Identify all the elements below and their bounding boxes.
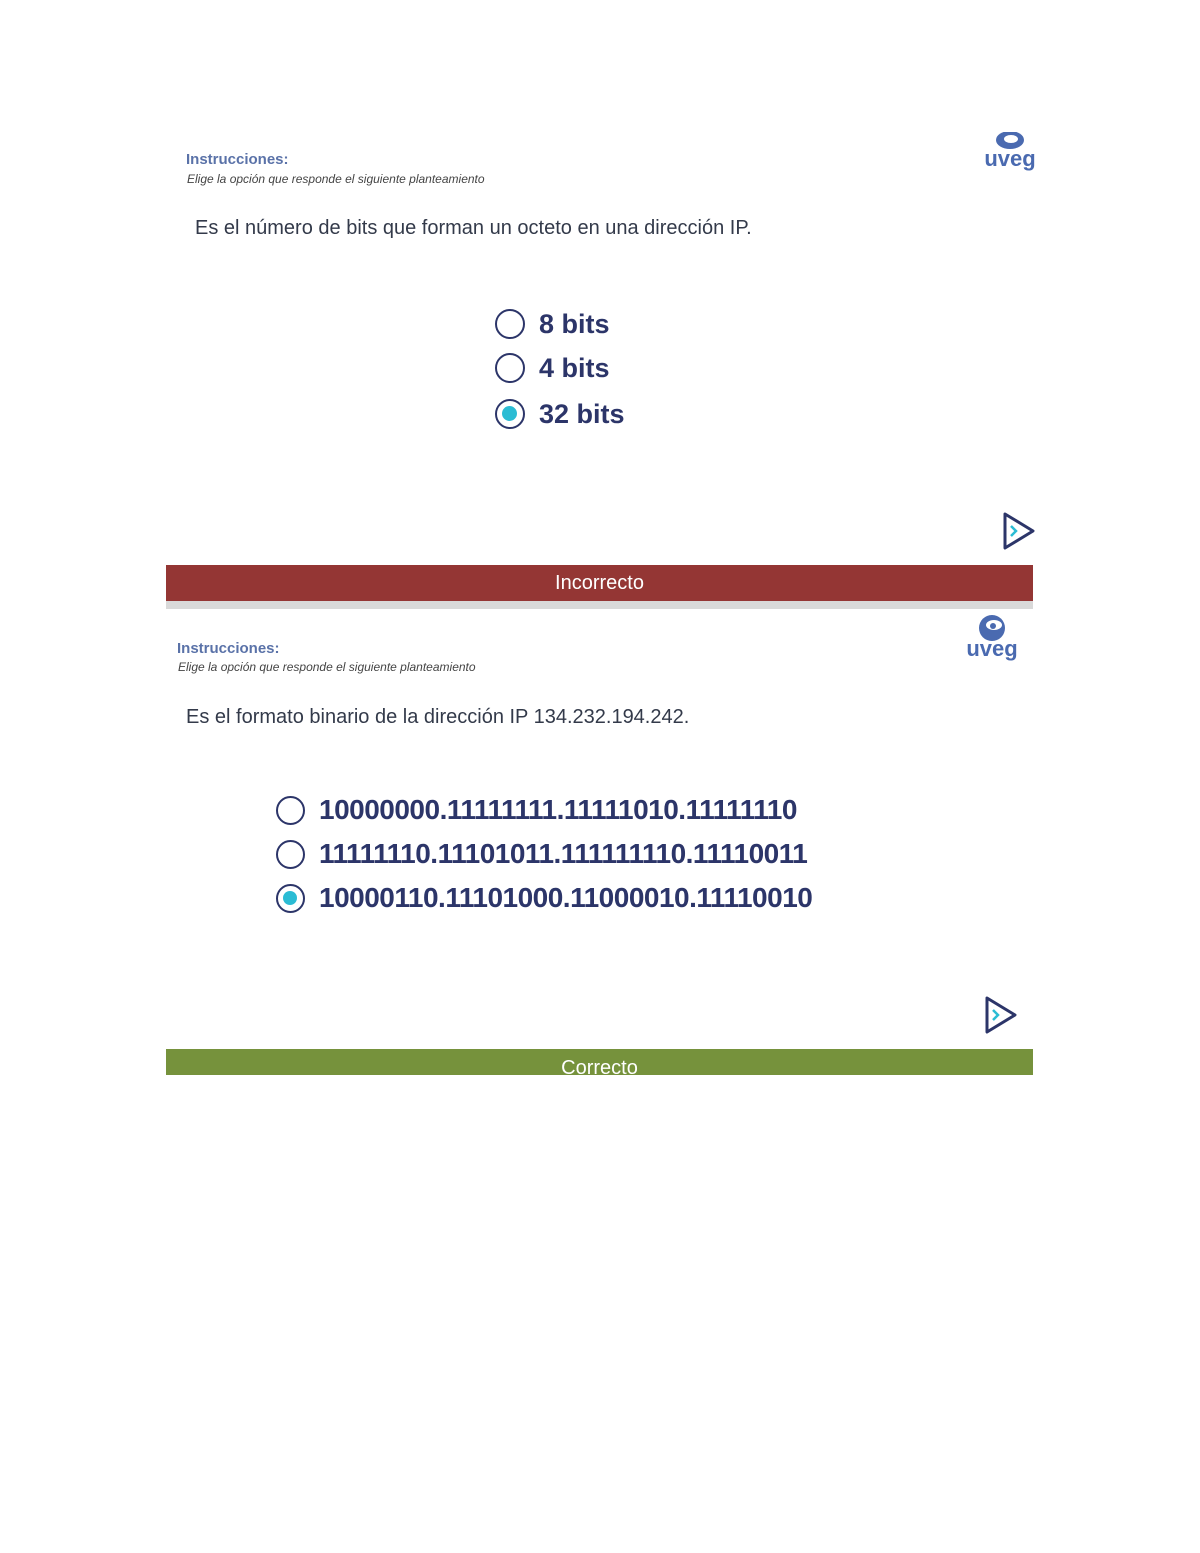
option-3[interactable] [276, 876, 812, 920]
divider [166, 601, 1033, 609]
option-label: 11111110.11101011.111111110.11110011 [319, 838, 808, 869]
radio-button[interactable] [495, 309, 525, 339]
next-button[interactable] [984, 995, 1018, 1040]
radio-button[interactable] [276, 840, 305, 869]
instructions-text: Elige la opción que responde el siguiente planteamiento [178, 660, 476, 674]
instructions-title: Instrucciones: [177, 640, 280, 657]
logo-text: uveg [984, 146, 1036, 171]
uveg-logo [980, 132, 1040, 180]
option-4-bits[interactable] [495, 346, 625, 390]
option-label: 8 bits [539, 308, 610, 339]
next-button[interactable] [1002, 511, 1036, 556]
result-banner-correct [166, 1049, 1033, 1075]
radio-button-selected[interactable] [276, 884, 305, 913]
options-list [276, 788, 812, 920]
radio-button-selected[interactable] [495, 399, 525, 429]
option-32-bits[interactable] [495, 390, 625, 438]
play-arrow-icon [1002, 511, 1036, 551]
radio-button[interactable] [495, 353, 525, 383]
instructions-text: Elige la opción que responde el siguiente planteamiento [187, 172, 485, 186]
result-banner-incorrect: Incorrecto [166, 565, 1033, 601]
option-1[interactable] [276, 788, 812, 832]
question-text: Es el formato binario de la dirección IP 134.232.194.242. [186, 706, 690, 728]
logo-text: uveg [966, 636, 1018, 661]
instructions-title: Instrucciones: [186, 151, 289, 168]
radio-button[interactable] [276, 796, 305, 825]
option-label: 10000000.11111111.11111010.11111110 [319, 794, 797, 825]
play-arrow-icon [984, 995, 1018, 1035]
question-text: Es el número de bits que forman un octeto en una dirección IP. [195, 217, 752, 239]
option-2[interactable] [276, 832, 812, 876]
result-text: Correcto [561, 1057, 638, 1075]
option-label: 32 bits [539, 398, 625, 429]
option-label: 4 bits [539, 352, 610, 383]
options-list [495, 302, 625, 438]
uveg-logo [962, 614, 1022, 670]
option-label: 10000110.11101000.11000010.11110010 [319, 882, 813, 913]
option-8-bits[interactable] [495, 302, 625, 346]
